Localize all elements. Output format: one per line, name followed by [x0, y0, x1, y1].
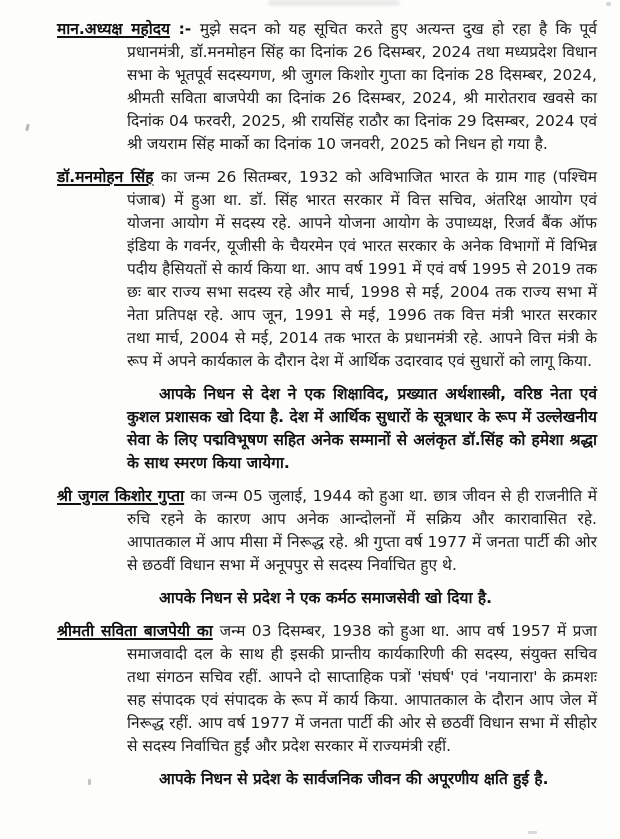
opening-separator: :-	[169, 20, 200, 38]
savita-bajpayee-separator	[213, 622, 220, 640]
paragraph-savita-bajpayee	[57, 620, 597, 758]
paragraph-jugal-kishore-gupta	[57, 485, 597, 577]
scan-speck-top-right	[606, 2, 611, 6]
manmohan-singh-body: का जन्म 26 सितम्बर, 1932 को अविभाजित भारत के ग्राम गाह (पश्चिम पंजाब) में हुआ था. डॉ. सिंह भारत सरकार में वित्त सचिव, अंतरिक्ष आयोग एवं योजना आयोग में सदस्य रहे. आपने योजना आयोग के उपाध्यक्ष, रिजर्व बैंक ऑफ इंडिया के गवर्नर, यूजीसी के चैयरमेन एवं भारत सरकार के अनेक विभागों में विभिन्न पदीय हैसियतों से कार्य किया था. आप वर्ष 1991 में एवं वर्ष 1995 से 2019 तक छः बार राज्य सभा सदस्य रहे और मार्च, 1998 से मई, 2004 तक राज्य सभा में नेता प्रतिपक्ष रहे. आप जून, 1991 से मई, 1996 तक वित्त मंत्री भारत सरकार तथा मार्च, 2004 से मई, 2014 तक भारत के प्रधानमंत्री रहे. आपने वित्त मंत्री के रूप में अपने कार्यकाल के दौरान देश में आर्थिक उदारवाद एवं सुधारों को लागू किया.	[127, 168, 597, 370]
jugal-kishore-gupta-tribute: आपके निधन से प्रदेश ने एक कर्मठ समाजसेवी खो दिया है.	[159, 589, 493, 607]
opening-lead-speaker-address: मान.अध्यक्ष महोदय	[57, 20, 170, 38]
savita-bajpayee-tribute: आपके निधन से प्रदेश के सार्वजनिक जीवन की अपूरणीय क्षति हुई है.	[159, 770, 549, 788]
scan-smudge-top	[268, 0, 400, 6]
manmohan-singh-lead: डॉ.मनमोहन सिंह	[57, 168, 154, 186]
opening-body: मुझे सदन को यह सूचित करते हुए अत्यन्त दुख हो रहा है कि पूर्व प्रधानमंत्री, डॉ.मनमोहन सिंह का दिनांक 26 दिसम्बर, 2024 तथा मध्यप्रदेश विधान सभा के भूतपूर्व सदस्यगण, श्री जुगल किशोर गुप्ता का दिनांक 28 दिसम्बर, 2024, श्रीमती सविता बाजपेयी का दिनांक 26 दिसम्बर, 2024, श्री मारोतराव खवसे का दिनांक 04 फरवरी, 2025, श्री रायसिंह राठौर का दिनांक 29 दिसम्बर, 2024 एवं श्री जयराम सिंह मार्को का दिनांक 10 जनवरी, 2025 को निधन हो गया है.	[127, 20, 597, 153]
savita-bajpayee-lead: श्रीमती सविता बाजपेयी का	[57, 622, 213, 640]
manmohan-singh-tribute: आपके निधन से देश ने एक शिक्षाविद, प्रख्यात अर्थशास्त्री, वरिष्ठ नेता एवं कुशल प्रशासक खो दिया है. देश में आर्थिक सुधारों के सूत्रधार के रूप में उल्लेखनीय सेवा के लिए पद्मविभूषण सहित अनेक सम्मानों से अलंकृत डॉ.सिंह को हमेशा श्रद्धा के साथ स्मरण किया जायेगा.	[127, 385, 597, 472]
jugal-kishore-gupta-lead: श्री जुगल किशोर गुप्ता	[57, 487, 185, 505]
paragraph-manmohan-singh	[57, 166, 597, 373]
paragraph-opening	[57, 18, 597, 156]
scan-dash-bottom	[528, 831, 537, 834]
scan-tick-left-margin	[25, 124, 30, 132]
document-text-block	[57, 18, 597, 791]
jugal-kishore-gupta-body: का जन्म 05 जुलाई, 1944 को हुआ था. छात्र जीवन से ही राजनीति में रुचि रहने के कारण आप अनेक आन्दोलनों में सक्रिय और कारावासित रहे. आपातकाल में आप मीसा में निरूद्ध रहे. श्री गुप्ता वर्ष 1977 में जनता पार्टी की ओर से छठवीं विधान सभा में अनूपपुर से सदस्य निर्वाचित हुए थे.	[127, 487, 597, 574]
manmohan-singh-separator	[153, 168, 161, 186]
savita-bajpayee-body: जन्म 03 दिसम्बर, 1938 को हुआ था. आप वर्ष 1957 में प्रजा समाजवादी दल के साथ ही इसकी प्रान्तीय कार्यकारिणी की सदस्य, संयुक्त सचिव तथा संगठन सचिव रहीं. आपने दो साप्ताहिक पत्रों 'संघर्ष' एवं 'नयानारा' के क्रमशः सह संपादक एवं संपादक के रूप में कार्य किया. आपातकाल के दौरान आप जेल में निरूद्ध रहीं. आप वर्ष 1977 में जनता पार्टी की ओर से छठवीं विधान सभा में सीहोर से सदस्य निर्वाचित हुईं और प्रदेश सरकार में राज्यमंत्री रहीं.	[127, 622, 597, 755]
